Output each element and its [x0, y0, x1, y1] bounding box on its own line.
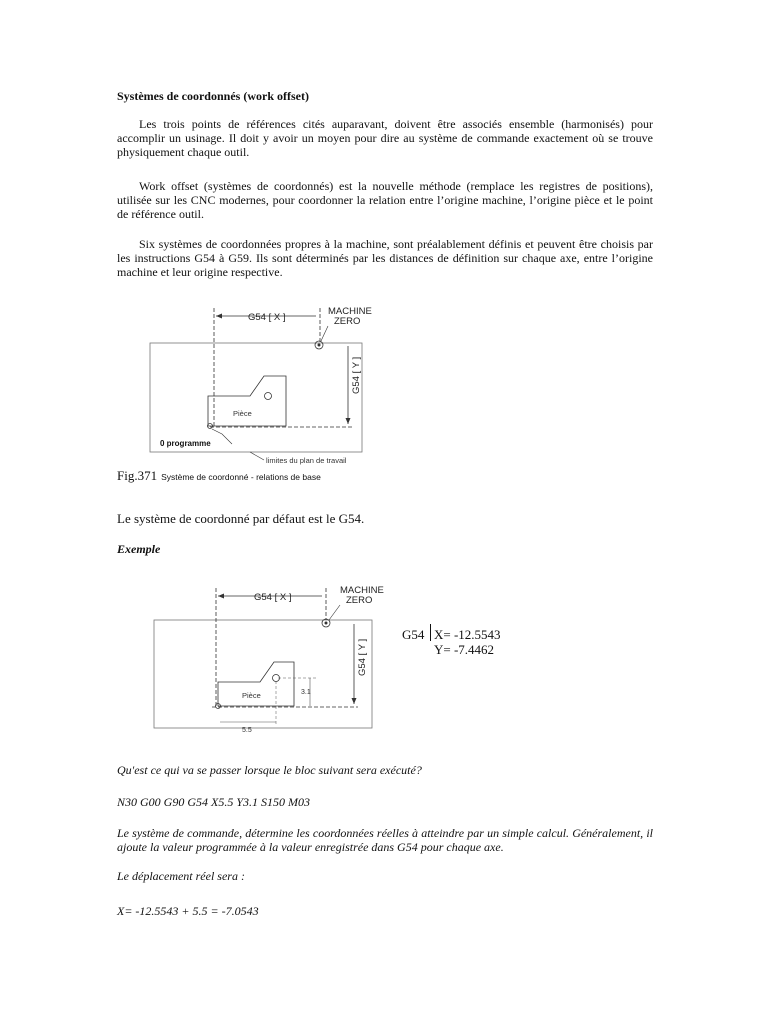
machine-zero-label-2: ZERO: [346, 595, 373, 606]
g54-label: G54: [402, 627, 425, 642]
y-dimension-label: G54 [ Y ]: [351, 356, 362, 394]
y-dimension-label: G54 [ Y ]: [357, 638, 368, 676]
figure-number: Fig.371: [117, 468, 158, 483]
figure-caption-text: Système de coordonné - relations de base: [161, 472, 321, 482]
example-heading: Exemple: [117, 542, 161, 556]
machine-zero-leader: [321, 326, 328, 341]
work-plane-limits: [154, 620, 372, 728]
x-arrow-head: [216, 314, 222, 319]
work-plane-limits: [150, 343, 362, 452]
paragraph-2: Work offset (systèmes de coordonnés) est la nouvelle méthode (remplace les registres de positions), utilisée sur les CNC modernes, pour coordonner la relation entre l’origine machine, l’origine pièce et le point de référence outil.: [117, 179, 653, 221]
dim-x-label: 5.5: [242, 727, 252, 734]
limits-label: limites du plan de travail: [266, 456, 347, 465]
paragraph-1: Les trois points de références cités auparavant, doivent être associés ensemble (harmonisés) pour accomplir un usinage. Il doit y avoir un moyen pour dire au système de commande exactement où se trouve physiquement chaque outil.: [117, 117, 653, 159]
part-label: Pièce: [233, 409, 252, 418]
program-zero-leader: [212, 429, 232, 444]
limits-leader: [250, 452, 264, 460]
explanation-text: Le système de commande, détermine les coordonnées réelles à atteindre par un simple calcul. Généralement, il ajoute la valeur programmée à la valeur enregistrée dans G54 pour chaque axe.: [117, 826, 653, 854]
g54-y-value: Y= -7.4462: [434, 642, 495, 657]
machine-zero-label-2: ZERO: [334, 316, 361, 327]
nc-code-block: N30 G00 G90 G54 X5.5 Y3.1 S150 M03: [117, 795, 311, 809]
part-hole: [265, 393, 272, 400]
x-dimension-label: G54 [ X ]: [248, 312, 286, 323]
x-dimension-label: G54 [ X ]: [254, 592, 292, 603]
g54-bracket: [430, 624, 431, 641]
machine-zero-label-1: MACHINE: [328, 306, 372, 317]
y-arrow-head: [352, 698, 357, 704]
machine-zero-leader: [329, 605, 340, 620]
displacement-label: Le déplacement réel sera :: [117, 869, 245, 883]
g54-x-value: X= -12.5543: [434, 627, 501, 642]
machine-zero-dot: [318, 344, 321, 347]
section-title: Systèmes de coordonnés (work offset): [117, 89, 309, 103]
paragraph-3: Six systèmes de coordonnées propres à la machine, sont préalablement définis et peuvent être choisis par les instructions G54 à G59. Ils sont déterminés par les distances de définition sur chaque axe, entre l’origine machine et leur origine respective.: [117, 237, 653, 279]
default-system-note: Le système de coordonné par défaut est le G54.: [117, 511, 365, 526]
displacement-equation: X= -12.5543 + 5.5 = -7.0543: [117, 904, 259, 918]
machine-zero-label-1: MACHINE: [340, 585, 384, 596]
program-zero-label: 0 programme: [160, 439, 211, 448]
x-arrow-head: [218, 594, 224, 599]
figure-2-diagram: [140, 580, 390, 745]
figure-1-caption: [117, 468, 321, 484]
figure-1-diagram: [140, 296, 390, 471]
dim-y-label: 3.1: [301, 689, 311, 696]
y-arrow-head: [346, 418, 351, 424]
part-outline: [208, 376, 286, 426]
question-text: Qu'est ce qui va se passer lorsque le bloc suivant sera exécuté?: [117, 763, 422, 777]
part-label: Pièce: [242, 691, 261, 700]
machine-zero-dot: [325, 622, 328, 625]
